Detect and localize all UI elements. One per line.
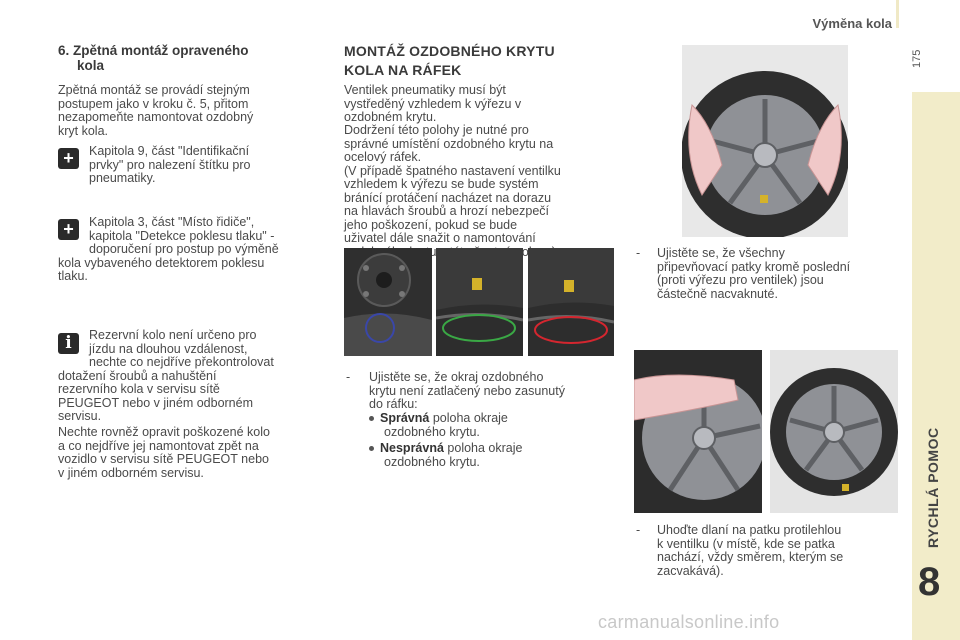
text-line: připevňovací patky kromě poslední (657, 259, 851, 274)
header-tab-accent (896, 0, 899, 28)
text-line: do ráfku: (369, 397, 418, 411)
text-line: Ventilek pneumatiky musí být (344, 83, 506, 97)
section-title-line1: Zpětná montáž opraveného (73, 43, 249, 58)
photo-fitted-cover (770, 350, 898, 513)
text-line: ozdobného krytu. (384, 424, 480, 439)
chapter-sidebar (912, 92, 960, 640)
dash-marker: - (346, 370, 351, 384)
photo-hand-striking-tab (634, 350, 762, 513)
text-line: Zpětná montáž se provádí stejným (58, 83, 250, 97)
page-number: 175 (911, 49, 923, 68)
text-line: PEUGEOT nebo v jiném odborném (58, 395, 254, 410)
text-line: k ventilku (v místě, kde se patka (657, 536, 835, 551)
text-line: (V případě špatného nastavení ventilku (344, 163, 561, 178)
text-line: Kapitola 9, část "Identifikační (89, 144, 250, 158)
cover-para-valve (344, 84, 614, 125)
text-line: ozdobného krytu. (384, 454, 480, 469)
photo-wrong-position (528, 248, 614, 356)
text-line: doporučení pro postup po výměně (89, 242, 279, 256)
term-wrong: Nesprávná (380, 441, 444, 455)
step-strike-tab (657, 524, 907, 578)
note-pressure-detection (58, 215, 349, 284)
bullet-wrong (369, 442, 609, 469)
text-line: postupem jako v kroku č. 5, přitom (58, 96, 249, 111)
text-line: tlaku. (58, 269, 88, 283)
text-span: poloha okraje (429, 411, 508, 425)
text-line: jízdu na dlouhou vzdálenost, (89, 341, 248, 356)
title-line: KOLA NA RÁFEK (344, 62, 462, 78)
text-line: zacvakává). (657, 563, 724, 578)
text-line: a co nejdříve jej namontovat zpět na (58, 438, 259, 453)
text-line: na hlavách šroubů a hrozí nebezpečí (344, 204, 549, 218)
step-clip-tabs (657, 247, 907, 301)
text-line: Dodržení této polohy je nutné pro (344, 123, 529, 137)
chapter-label: RYCHLÁ POMOC (925, 427, 941, 548)
photo-hands-fitting-cover (682, 45, 848, 237)
text-line: nachází, vždy směrem, kterým se (657, 550, 844, 564)
text-line: ozdobném krytu. (344, 110, 437, 124)
text-line: v jiném odborném servisu. (58, 465, 204, 480)
bullet-icon (369, 416, 374, 421)
cover-para-position (344, 124, 619, 259)
text-span: poloha okraje (443, 441, 523, 455)
info-repair-wheel (58, 426, 348, 480)
page-header-title: Výměna kola (812, 16, 892, 31)
text-line: Uhoďte dlaní na patku protilehlou (657, 523, 842, 537)
cover-section-title (344, 42, 555, 80)
text-line: rezervního kola v servisu sítě (58, 382, 220, 396)
plus-icon: + (58, 148, 79, 169)
text-line: servisu. (58, 409, 102, 423)
bullet-icon (369, 446, 374, 451)
text-line: (proti výřezu pro ventilek) jsou (657, 273, 824, 287)
text-line: vozidlo v servisu sítě PEUGEOT nebo (58, 452, 269, 466)
section-6-title (58, 43, 249, 73)
photo-correct-position (436, 248, 523, 356)
section-title-line2: kola (77, 58, 105, 73)
note-tire-label (89, 145, 329, 186)
text-line: nezapomeňte namontovat ozdobný (58, 110, 254, 124)
bullet-correct (369, 412, 609, 439)
text-line: Kapitola 3, část "Místo řidiče", (89, 215, 255, 229)
text-line: kapitola "Detekce poklesu tlaku" - (89, 228, 275, 243)
text-line: jeho poškození, pokud se bude (344, 217, 518, 232)
chapter-number: 8 (918, 560, 941, 604)
text-line: vystředěný vzhledem k výřezu v (344, 96, 522, 111)
text-line: Rezervní kolo není určeno pro (89, 328, 257, 342)
text-line: Nechte rovněž opravit poškozené kolo (58, 425, 270, 439)
plus-icon: + (58, 219, 79, 240)
title-line: MONTÁŽ OZDOBNÉHO KRYTU (344, 43, 555, 59)
text-line: prvky" pro nalezení štítku pro (89, 157, 251, 172)
text-line: bránící protáčení nacházet na dorazu (344, 190, 552, 205)
dash-marker: - (636, 246, 641, 260)
info-icon: i (58, 333, 79, 354)
step-check-edge (369, 371, 619, 412)
text-line: pneumatiky. (89, 171, 156, 185)
photo-wheel-rim-markers (344, 248, 432, 356)
info-spare-wheel (58, 328, 349, 424)
text-line: Ujistěte se, že všechny (657, 246, 785, 260)
section-6-intro (58, 84, 348, 138)
text-line: kola vybaveného detektorem poklesu (58, 255, 265, 270)
text-line: Ujistěte se, že okraj ozdobného (369, 370, 544, 384)
text-line: dotažení šroubů a nahuštění (58, 368, 217, 383)
text-line: nechte co nejdříve překontrolovat (89, 355, 274, 369)
text-line: kryt kola. (58, 123, 109, 138)
text-line: částečně nacvaknuté. (657, 286, 778, 301)
term-correct: Správná (380, 411, 430, 425)
text-line: správné umístění ozdobného krytu na (344, 136, 554, 151)
text-line: ocelový ráfek. (344, 150, 422, 164)
site-watermark: carmanualsonline.info (598, 612, 780, 632)
text-line: uživatel dále snažit o namontování (344, 231, 536, 245)
dash-marker: - (636, 523, 641, 537)
text-line: vzhledem k výřezu se bude systém (344, 177, 539, 191)
section-number: 6. (58, 43, 70, 58)
text-line: krytu není zatlačený nebo zasunutý (369, 383, 565, 398)
